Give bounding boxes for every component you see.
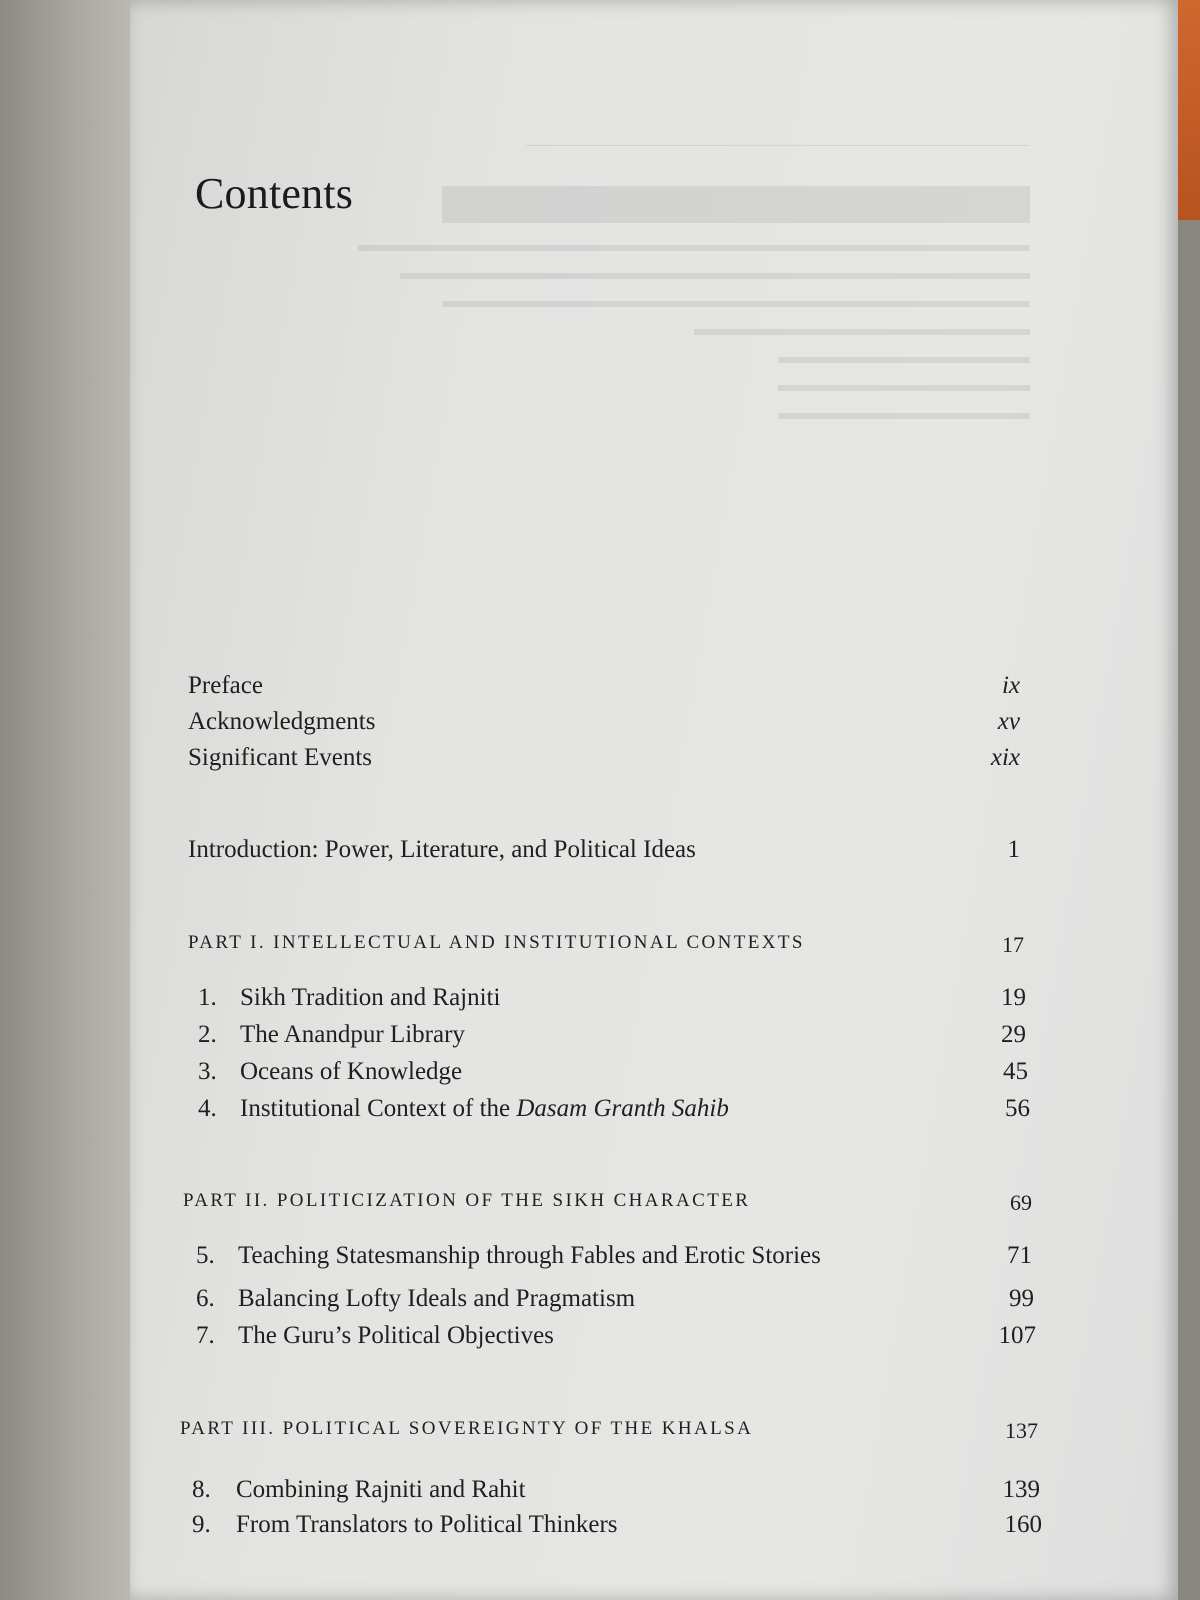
- chapter-page: 45: [1003, 1058, 1028, 1085]
- chapter-title: The Anandpur Library: [240, 1021, 465, 1048]
- toc-chapter: [0, 1095, 1200, 1131]
- chapter-title: From Translators to Political Thinkers: [236, 1511, 618, 1538]
- toc-chapter: [0, 1511, 1200, 1547]
- toc-part-label: PART I. INTELLECTUAL AND INSTITUTIONAL CONTEXTS: [188, 932, 805, 953]
- chapter-page: 56: [1005, 1095, 1030, 1122]
- toc-part-label: PART III. POLITICAL SOVEREIGNTY OF THE KHALSA: [180, 1418, 754, 1439]
- chapter-title: Balancing Lofty Ideals and Pragmatism: [238, 1285, 636, 1312]
- chapter-title: Combining Rajniti and Rahit: [236, 1476, 526, 1503]
- toc-entry-label: Preface: [188, 672, 263, 699]
- chapter-page: 139: [1002, 1476, 1040, 1503]
- toc-chapter: [0, 1242, 1200, 1278]
- toc-chapter: [0, 1285, 1200, 1321]
- previous-page-edge: [0, 0, 135, 1600]
- chapter-number: 9.: [192, 1511, 211, 1538]
- toc-entry-page: xv: [997, 708, 1020, 735]
- chapter-title: Sikh Tradition and Rajniti: [240, 984, 501, 1011]
- chapter-title-prefix: Institutional Context of the: [240, 1095, 517, 1122]
- chapter-page: 71: [1007, 1242, 1032, 1269]
- toc-part-page: 69: [1010, 1190, 1032, 1215]
- toc-entry-acknowledgments: [0, 708, 1200, 744]
- chapter-title: Oceans of Knowledge: [240, 1058, 463, 1085]
- chapter-number: 1.: [198, 984, 217, 1011]
- toc-entry-page: ix: [1001, 672, 1020, 699]
- toc-part-3: [0, 1418, 1200, 1450]
- page-title: Contents: [195, 169, 354, 218]
- chapter-number: 8.: [192, 1476, 211, 1503]
- toc-part-1: [0, 932, 1200, 964]
- toc-entry-preface: [0, 672, 1200, 708]
- contents-page: [130, 0, 1178, 1600]
- chapter-title: [240, 1095, 729, 1123]
- toc-chapter: [0, 1021, 1200, 1057]
- chapter-page: 107: [998, 1322, 1036, 1349]
- toc-entry-introduction: [0, 836, 1200, 872]
- chapter-title: The Guru’s Political Objectives: [238, 1322, 554, 1349]
- toc-chapter: [0, 984, 1200, 1020]
- toc-entry-page: 1: [1007, 836, 1020, 863]
- toc-part-label: PART II. POLITICIZATION OF THE SIKH CHARACTER: [183, 1190, 751, 1211]
- chapter-number: 6.: [196, 1285, 215, 1312]
- chapter-title-italic: Dasam Granth Sahib: [516, 1095, 729, 1122]
- chapter-page: 29: [1001, 1021, 1026, 1048]
- chapter-title: Teaching Statesmanship through Fables and Erotic Stories: [238, 1242, 821, 1269]
- toc-entry-label: Acknowledgments: [188, 708, 376, 735]
- toc-entry-label: Introduction: Power, Literature, and Political Ideas: [188, 836, 696, 863]
- toc-entry-label: Significant Events: [188, 744, 372, 771]
- chapter-number: 2.: [198, 1021, 217, 1048]
- chapter-page: 99: [1009, 1285, 1034, 1312]
- chapter-page: 160: [1004, 1511, 1042, 1538]
- toc-chapter: [0, 1476, 1200, 1512]
- chapter-page: 19: [1001, 984, 1026, 1011]
- toc-entry-significant-events: [0, 744, 1200, 780]
- toc-entry-page: xix: [990, 744, 1020, 771]
- chapter-number: 4.: [198, 1095, 217, 1122]
- toc-chapter: [0, 1322, 1200, 1358]
- chapter-number: 7.: [196, 1322, 215, 1349]
- chapter-number: 5.: [196, 1242, 215, 1269]
- toc-part-2: [0, 1190, 1200, 1222]
- chapter-number: 3.: [198, 1058, 217, 1085]
- toc-part-page: 17: [1002, 932, 1024, 957]
- toc-part-page: 137: [1005, 1418, 1038, 1443]
- toc-chapter: [0, 1058, 1200, 1094]
